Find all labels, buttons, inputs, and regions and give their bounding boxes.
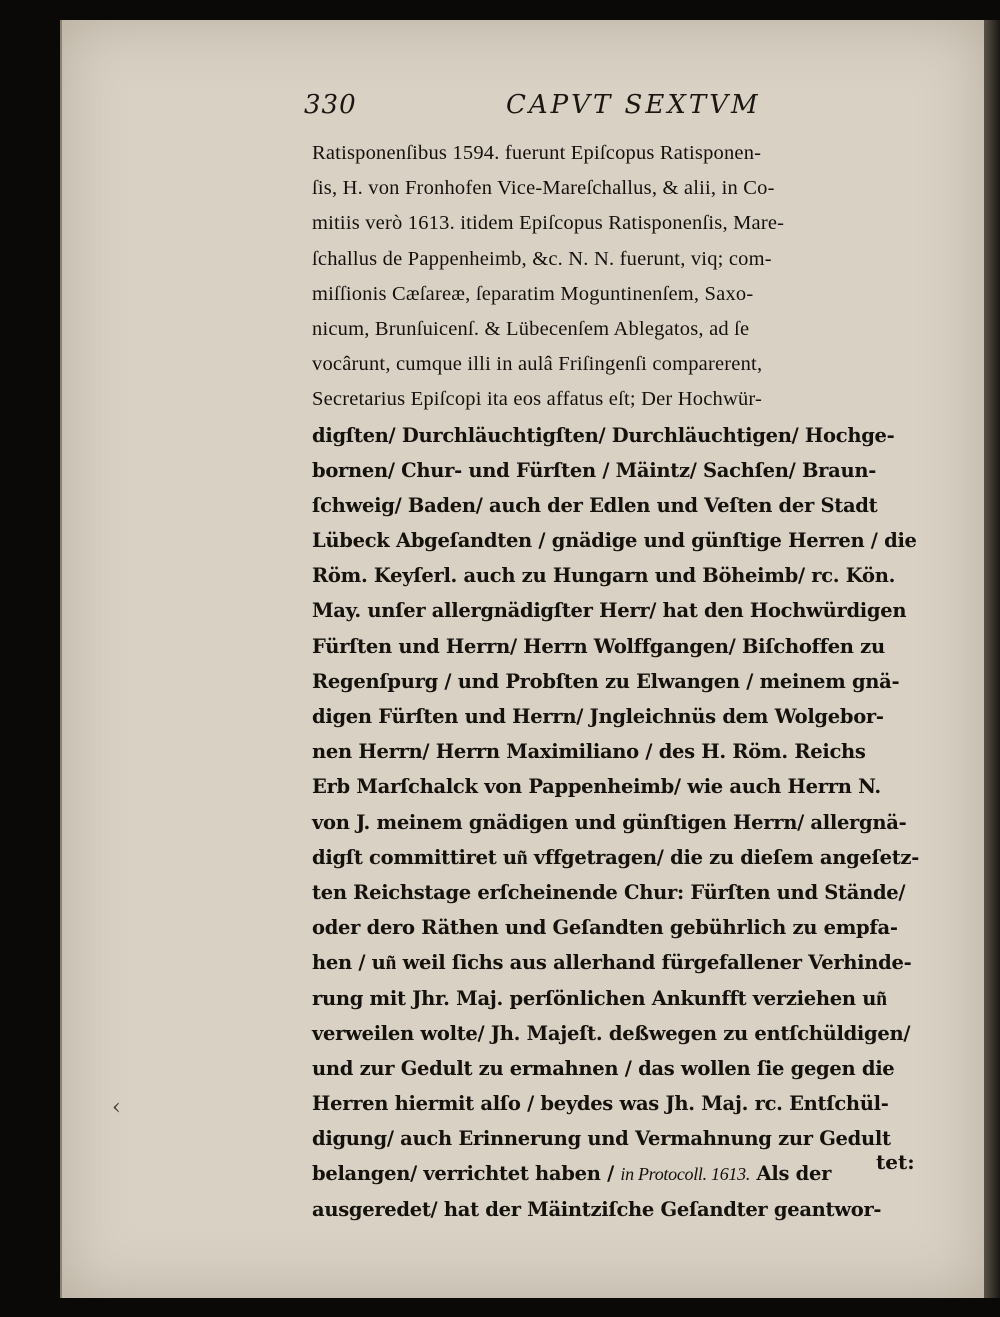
text-line: rung mit Jhr. Maj. perſönlichen Ankunfft verziehen un͂ (312, 986, 887, 1010)
text-line: Erb Marſchalck von Pappenheimb/ wie auch Herrn N. (312, 775, 881, 799)
text-line: nicum, Brunſuicenſ. & Lübecenſem Ablegatos, ad ſe (312, 317, 750, 340)
text-line: Regenſpurg / und Probſten zu Elwangen / meinem gnä- (312, 669, 900, 693)
text-line: bornen/ Chur- und Fürſten / Mäintz/ Sachſen/ Braun- (312, 458, 877, 482)
text-line: und zur Gedult zu ermahnen / das wollen ſie gegen die (312, 1056, 895, 1080)
text-line: digſt committiret un͂ vffgetragen/ die zu dieſem angeſetz- (312, 845, 919, 869)
text-line: Lübeck Abgeſandten / gnädige und günſtige Herren / die (312, 529, 917, 553)
text-line: Fürſten und Herrn/ Herrn Wolffgangen/ Biſchoffen zu (312, 634, 885, 658)
text-line: digung/ auch Erinnerung und Vermahnung zur Gedult (312, 1127, 891, 1151)
text-line: mitiis verò 1613. itidem Epiſcopus Ratisponenſis, Mare- (312, 212, 785, 235)
page-header (300, 90, 800, 124)
catchword: tet: (876, 1150, 915, 1174)
text-line: May. unſer allergnädigſter Herr/ hat den Hochwürdigen (312, 599, 907, 623)
text-line: Röm. Keyſerl. auch zu Hungarn und Böheimb/ rc. Kön. (312, 564, 896, 588)
text-line: hen / un͂ weil ſichs aus allerhand fürgefallener Verhinde- (312, 951, 912, 975)
text-line: oder dero Räthen und Geſandten gebührlich zu empfa- (312, 916, 898, 940)
margin-mark: ‹ (112, 1095, 121, 1120)
page-number: 330 (304, 90, 357, 120)
text-line: ausgeredet/ hat der Mäintziſche Geſandter geantwor- (312, 1197, 882, 1221)
text-line: ſchallus de Pappenheimb, &c. N. N. fuerunt, viq; com- (312, 247, 772, 270)
text-line: vocârunt, cumque illi in aulâ Friſingenſi comparerent, (312, 353, 763, 376)
text-line: miſſionis Cæſareæ, ſeparatim Moguntinenſem, Saxo- (312, 282, 754, 305)
text-line: ſis, H. von Fronhofen Vice-Mareſchallus, & alii, in Co- (312, 177, 775, 200)
text-line: digſten/ Durchläuchtigſten/ Durchläuchtigen/ Hochge- (312, 423, 895, 447)
text-fragment: belangen/ verrichtet haben / (312, 1162, 621, 1186)
text-line: Herren hiermit alſo / beydes was Jh. Maj. rc. Entſchül- (312, 1092, 889, 1116)
running-head: CAPVT SEXTVM (506, 90, 761, 120)
text-line: verweilen wolte/ Jh. Majeſt. deßwegen zu entſchüldigen/ (312, 1021, 911, 1045)
protocol-citation: in Protocoll. 1613. (620, 1164, 751, 1185)
page-edge (984, 20, 1000, 1298)
text-line: digen Fürſten und Herrn/ Jngleichnüs dem Wolgebor- (312, 705, 884, 728)
text-fragment: Als der (750, 1162, 832, 1186)
text-line: ten Reichstage erſcheinende Chur: Fürſten und Stände/ (312, 880, 906, 904)
text-line: von J. meinem gnädigen und günſtigen Herrn/ allergnä- (312, 810, 907, 834)
text-line-with-citation (312, 1156, 932, 1191)
text-line: ſchweig/ Baden/ auch der Edlen und Veſten der Stadt (312, 493, 878, 517)
text-line: Secretarius Epiſcopi ita eos affatus eſt; Der Hochwür- (312, 388, 763, 411)
body-text (312, 136, 932, 1227)
text-line: nen Herrn/ Herrn Maximiliano / des H. Röm. Reichs (312, 740, 866, 764)
text-line: Ratisponenſibus 1594. fuerunt Epiſcopus Ratisponen- (312, 142, 762, 164)
